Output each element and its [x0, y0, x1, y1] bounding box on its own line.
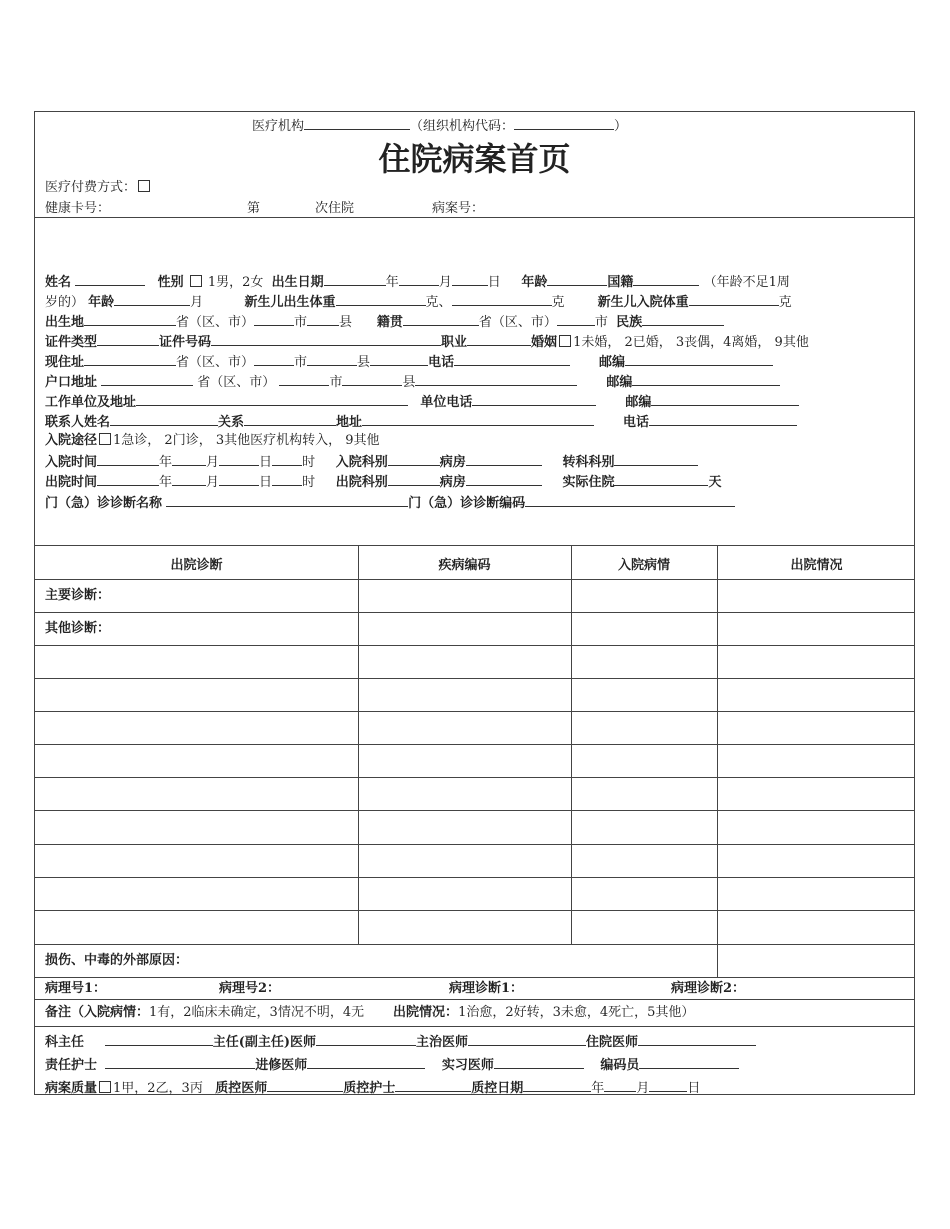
- contact-phone-field[interactable]: [649, 412, 797, 426]
- row-line: [35, 844, 914, 845]
- gram-label3: 克: [778, 295, 792, 310]
- admit-day-field[interactable]: [219, 452, 259, 466]
- current-address-label: 现住址: [45, 355, 85, 370]
- marriage-label: 婚姻: [531, 335, 558, 350]
- transfer-dept-label: 转科科别: [562, 455, 615, 470]
- row-line: [35, 612, 914, 613]
- admit-hour-label: 时: [302, 455, 316, 470]
- work-phone-label: 单位电话: [420, 395, 473, 410]
- postcode-field[interactable]: [625, 352, 773, 366]
- admit-month-field[interactable]: [172, 452, 206, 466]
- postcode-label2: 邮编: [606, 375, 633, 390]
- days-label: 天: [708, 475, 722, 490]
- occupation-field[interactable]: [467, 332, 531, 346]
- registered-detail-field[interactable]: [415, 372, 577, 386]
- row-line: [35, 711, 914, 712]
- infant-month-label: 月: [190, 295, 204, 310]
- row-infant: [45, 292, 792, 311]
- admit-month-label: 月: [206, 455, 220, 470]
- intern-label: 实习医师: [441, 1058, 494, 1073]
- header-admission-condition: 入院病情: [617, 558, 670, 573]
- gender-checkbox[interactable]: [190, 275, 202, 287]
- birthplace-city-field[interactable]: [254, 312, 294, 326]
- qc-nurse-field[interactable]: [395, 1078, 471, 1092]
- day-label: 日: [487, 275, 501, 290]
- row-registered-address: [45, 372, 780, 391]
- dis-hour-label: 时: [302, 475, 316, 490]
- resident-field[interactable]: [638, 1032, 756, 1046]
- dis-year-field[interactable]: [97, 472, 159, 486]
- attending-label: 主治医师: [416, 1035, 469, 1050]
- city-label3: 市: [294, 355, 308, 370]
- province-label2: 省（区、市）: [478, 315, 557, 330]
- ethnicity-field[interactable]: [642, 312, 724, 326]
- name-label: 姓名: [45, 275, 72, 290]
- row-line: [35, 877, 914, 878]
- newborn-admit-weight-label: 新生儿入院体重: [597, 295, 689, 310]
- birthplace-label: 出生地: [45, 315, 85, 330]
- qc-date-label: 质控日期: [471, 1081, 524, 1096]
- dis-month-label: 月: [206, 475, 220, 490]
- county-label3: 县: [357, 355, 371, 370]
- remark-label2: 出院情况：: [393, 1005, 459, 1020]
- institution-field[interactable]: [304, 116, 410, 130]
- transfer-dept-field[interactable]: [614, 452, 698, 466]
- sig-row2: [45, 1055, 739, 1074]
- header-discharge-diag: 出院诊断: [170, 558, 223, 573]
- city-label: 市: [294, 315, 308, 330]
- row-name: [45, 272, 790, 291]
- native-city-field[interactable]: [557, 312, 595, 326]
- row-work: [45, 392, 799, 411]
- birth-day-field[interactable]: [452, 272, 488, 286]
- work-unit-field[interactable]: [136, 392, 408, 406]
- row-discharge-time: [45, 472, 721, 491]
- institution-line: [252, 116, 627, 135]
- row-line: [35, 645, 914, 646]
- infant-note: （年龄不足1周: [703, 275, 790, 290]
- native-place-field[interactable]: [403, 312, 479, 326]
- current-city-field[interactable]: [254, 352, 294, 366]
- dept-head-label: 科主任: [45, 1035, 85, 1050]
- postcode-field2[interactable]: [632, 372, 780, 386]
- id-type-field[interactable]: [97, 332, 159, 346]
- table-top-line: [35, 545, 914, 546]
- birthplace-field[interactable]: [84, 312, 176, 326]
- current-address-field[interactable]: [84, 352, 176, 366]
- relation-label: 关系: [218, 415, 245, 430]
- qc-year-field[interactable]: [523, 1078, 591, 1092]
- birth-month-field[interactable]: [399, 272, 439, 286]
- divider: [35, 217, 914, 218]
- infant-age-label: 年龄: [88, 295, 115, 310]
- age-label: 年龄: [521, 275, 548, 290]
- newborn-weight-field2[interactable]: [452, 292, 552, 306]
- row-line: [35, 810, 914, 811]
- header-discharge-status: 出院情况: [790, 558, 843, 573]
- gender-label: 性别: [157, 275, 184, 290]
- discharge-dept-field[interactable]: [388, 472, 440, 486]
- trainee-field[interactable]: [307, 1055, 425, 1069]
- name-field[interactable]: [75, 272, 145, 286]
- year-label: 年: [385, 275, 399, 290]
- row-line: [35, 744, 914, 745]
- admission-times-label: 次住院: [315, 201, 355, 216]
- admission-time-label: 入院时间: [45, 455, 98, 470]
- row-contact: [45, 412, 797, 431]
- gram-label: 克、: [425, 295, 452, 310]
- ward-label2: 病房: [439, 475, 466, 490]
- current-county-field[interactable]: [307, 352, 357, 366]
- infant-note-end: 岁的）: [45, 295, 85, 310]
- age-field[interactable]: [547, 272, 607, 286]
- ward-field2[interactable]: [466, 472, 542, 486]
- admit-day-label: 日: [259, 455, 273, 470]
- attending-field[interactable]: [468, 1032, 586, 1046]
- quality-checkbox[interactable]: [99, 1081, 111, 1093]
- id-type-label: 证件类型: [45, 335, 98, 350]
- birthplace-county-field[interactable]: [307, 312, 339, 326]
- sig-row3: [45, 1078, 700, 1097]
- payment-label: 医疗付费方式：: [45, 180, 137, 195]
- registered-address-label: 户口地址: [45, 375, 98, 390]
- pathology-no1-label: 病理号1：: [45, 981, 107, 996]
- row-line: [35, 944, 914, 945]
- ward-label: 病房: [439, 455, 466, 470]
- dis-year-label: 年: [159, 475, 173, 490]
- ethnicity-label: 民族: [616, 315, 643, 330]
- row-id: [45, 332, 809, 351]
- row-admission-time: [45, 452, 698, 471]
- dis-month-field[interactable]: [172, 472, 206, 486]
- postcode-field3[interactable]: [651, 392, 799, 406]
- dept-head-field[interactable]: [105, 1032, 213, 1046]
- contact-address-field[interactable]: [362, 412, 594, 426]
- work-unit-label: 工作单位及地址: [45, 395, 137, 410]
- outpatient-diag-name-label: 门（急）诊诊断名称: [45, 496, 163, 511]
- gram-label2: 克: [551, 295, 565, 310]
- row-line: [35, 999, 914, 1000]
- remark-label: 备注（入院病情：: [45, 1005, 150, 1020]
- registered-county-field[interactable]: [342, 372, 402, 386]
- discharge-dept-label: 出院科别: [335, 475, 388, 490]
- trainee-label: 进修医师: [255, 1058, 308, 1073]
- nationality-field[interactable]: [633, 272, 699, 286]
- contact-name-label: 联系人姓名: [45, 415, 111, 430]
- payment-checkbox[interactable]: [138, 180, 150, 192]
- province-label4: 省（区、市）: [197, 375, 276, 390]
- marriage-checkbox[interactable]: [559, 335, 571, 347]
- intern-field[interactable]: [494, 1055, 584, 1069]
- qc-nurse-label: 质控护士: [343, 1081, 396, 1096]
- row-line: [35, 910, 914, 911]
- month-label: 月: [438, 275, 452, 290]
- col-divider: [717, 545, 718, 977]
- row-line: [35, 1026, 914, 1027]
- health-card-label: 健康卡号：: [45, 201, 111, 216]
- dis-hour-field[interactable]: [272, 472, 302, 486]
- row-admission-route: [45, 432, 380, 449]
- pathology-no2-label: 病理号2：: [219, 981, 281, 996]
- qc-month-label: 月: [636, 1081, 650, 1096]
- row-line: [35, 977, 914, 978]
- nurse-field[interactable]: [105, 1055, 255, 1069]
- id-number-label: 证件号码: [159, 335, 212, 350]
- remark-text: 1有，2临床未确定，3情况不明，4无: [149, 1005, 365, 1020]
- chief-doctor-field[interactable]: [316, 1032, 416, 1046]
- dis-day-label: 日: [259, 475, 273, 490]
- other-diag-label: 其他诊断：: [45, 621, 111, 636]
- sig-row1: [45, 1032, 756, 1051]
- admission-route-label: 入院途径: [45, 433, 98, 448]
- gender-options: 1男，2女: [207, 275, 264, 290]
- registered-city-field[interactable]: [279, 372, 329, 386]
- main-diag-label: 主要诊断：: [45, 588, 111, 603]
- admission-dept-label: 入院科别: [335, 455, 388, 470]
- newborn-weight-field[interactable]: [336, 292, 426, 306]
- resident-label: 住院医师: [586, 1035, 639, 1050]
- current-town-field[interactable]: [370, 352, 428, 366]
- qc-doctor-label: 质控医师: [215, 1081, 268, 1096]
- admit-hour-field[interactable]: [272, 452, 302, 466]
- qc-year-label: 年: [591, 1081, 605, 1096]
- quality-options: 1甲，2乙，3丙: [113, 1081, 203, 1096]
- contact-phone-label: 电话: [622, 415, 649, 430]
- nth-label: 第: [247, 201, 261, 216]
- row-line: [35, 678, 914, 679]
- header-disease-code: 疾病编码: [438, 558, 491, 573]
- phone-label: 电话: [428, 355, 455, 370]
- injury-cause-label: 损伤、中毒的外部原因：: [45, 953, 189, 968]
- outpatient-diag-code-label: 门（急）诊诊断编码: [408, 496, 526, 511]
- record-no-label: 病案号：: [432, 201, 485, 216]
- admit-year-label: 年: [159, 455, 173, 470]
- quality-label: 病案质量: [45, 1081, 98, 1096]
- marriage-options: 1未婚， 2已婚， 3丧偶，4离婚， 9其他: [573, 335, 809, 350]
- admission-dept-field[interactable]: [388, 452, 440, 466]
- city-label4: 市: [329, 375, 343, 390]
- outpatient-diag-name-field[interactable]: [166, 493, 408, 507]
- occupation-label: 职业: [441, 335, 468, 350]
- qc-day-label: 日: [687, 1081, 701, 1096]
- coder-label: 编码员: [600, 1058, 640, 1073]
- payment-line: [45, 179, 152, 196]
- nurse-label: 责任护士: [45, 1058, 98, 1073]
- id-number-field[interactable]: [211, 332, 441, 346]
- chief-doctor-label: 主任(副主任)医师: [212, 1035, 316, 1050]
- coder-field[interactable]: [639, 1055, 739, 1069]
- phone-field[interactable]: [454, 352, 570, 366]
- admission-route-checkbox[interactable]: [99, 433, 111, 445]
- page-title: 住院病案首页: [378, 140, 571, 178]
- postcode-label3: 邮编: [625, 395, 652, 410]
- org-code-field[interactable]: [514, 116, 614, 130]
- relation-field[interactable]: [244, 412, 336, 426]
- row-current-address: [45, 352, 773, 371]
- nationality-label: 国籍: [607, 275, 634, 290]
- postcode-label: 邮编: [599, 355, 626, 370]
- birth-date-label: 出生日期: [271, 275, 324, 290]
- remark-text2: 1治愈，2好转，3未愈，4死亡，5其他）: [458, 1005, 695, 1020]
- native-place-label: 籍贯: [376, 315, 403, 330]
- work-phone-field[interactable]: [472, 392, 596, 406]
- org-code-close: ）: [614, 119, 628, 134]
- contact-name-field[interactable]: [110, 412, 218, 426]
- admit-year-field[interactable]: [97, 452, 159, 466]
- newborn-weight-label: 新生儿出生体重: [244, 295, 336, 310]
- row-line: [35, 777, 914, 778]
- registered-address-field[interactable]: [101, 372, 193, 386]
- medical-record-form: [34, 111, 915, 1095]
- contact-address-label: 地址: [336, 415, 363, 430]
- qc-month-field[interactable]: [604, 1078, 636, 1092]
- row-outpatient-diag: [45, 493, 735, 512]
- institution-label: 医疗机构: [252, 119, 305, 134]
- dis-day-field[interactable]: [219, 472, 259, 486]
- pathology-diag2-label: 病理诊断2：: [671, 981, 746, 996]
- org-code-label: （组织机构代码：: [410, 119, 515, 134]
- newborn-admit-weight-field[interactable]: [689, 292, 779, 306]
- outpatient-diag-code-field[interactable]: [525, 493, 735, 507]
- remark-line: [45, 1004, 694, 1021]
- birth-year-field[interactable]: [324, 272, 386, 286]
- ward-field[interactable]: [466, 452, 542, 466]
- infant-age-field[interactable]: [114, 292, 190, 306]
- county-label4: 县: [402, 375, 416, 390]
- qc-doctor-field[interactable]: [267, 1078, 343, 1092]
- row-line: [35, 579, 914, 580]
- discharge-time-label: 出院时间: [45, 475, 98, 490]
- row-birthplace: [45, 312, 724, 331]
- actual-stay-field[interactable]: [614, 472, 708, 486]
- province-label3: 省（区、市）: [176, 355, 255, 370]
- city-label2: 市: [594, 315, 608, 330]
- pathology-diag1-label: 病理诊断1：: [449, 981, 524, 996]
- qc-day-field[interactable]: [649, 1078, 687, 1092]
- admission-route-options: 1急诊， 2门诊， 3其他医疗机构转入， 9其他: [113, 433, 380, 448]
- actual-stay-label: 实际住院: [562, 475, 615, 490]
- county-label: 县: [339, 315, 353, 330]
- province-label: 省（区、市）: [176, 315, 255, 330]
